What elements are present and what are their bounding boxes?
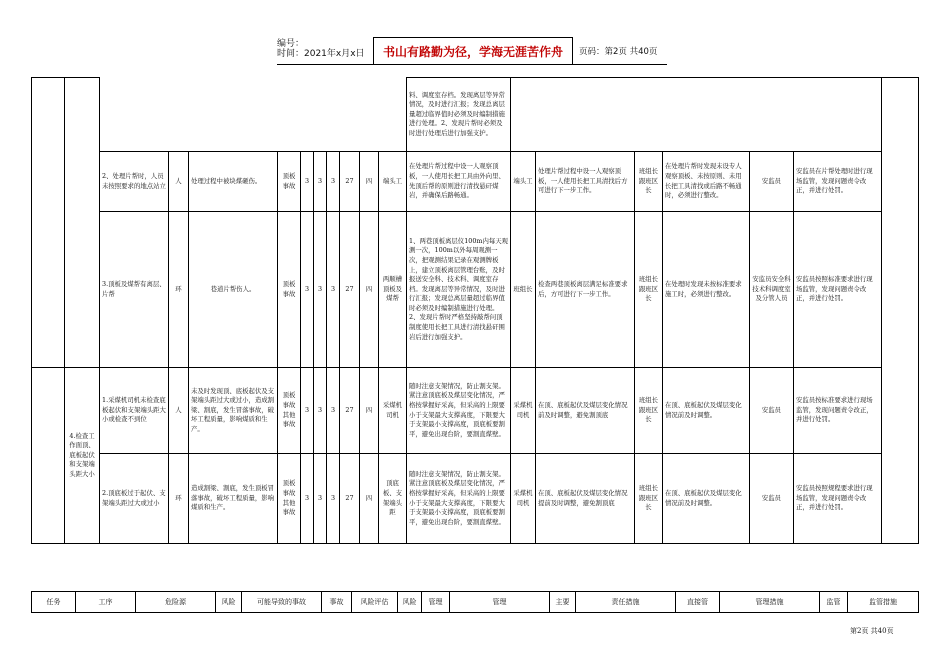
cell-task-blank [32, 78, 65, 368]
cell-blank [511, 78, 882, 152]
cell-v3: 3 [327, 368, 340, 454]
footer-cell: 监管 [820, 592, 848, 613]
table-row [32, 592, 919, 613]
cell-manage: 检查两巷顶板离层满足标准要求后，方可进行下一步工作。 [536, 212, 635, 368]
header-page: 页码：第2页 共40页 [573, 37, 667, 65]
cell-supervisor: 安监员 [750, 152, 794, 212]
cell-supervisor: 安监员 [750, 454, 794, 544]
cell-measure: 随时注意支架情况，防止割支架。紧注意顶底板及煤层变化情况，严格按掌握好采高，但采高的上限要小于支架最大支撑高度，下限要大于支架最小支撑高度，顶底板要割平，避免出现台阶，要割直煤壁。 [407, 454, 511, 544]
table-row [32, 212, 919, 368]
footer-cell: 责任措施 [576, 592, 676, 613]
cell-consequence: 未及时发现顶、底板起伏及支架端头距过大或过小，造成割梁、割底，发生冒落事故，破坏工程质量，影响煤质和生产。 [189, 368, 278, 454]
cell-super-action: 安监员按照规程要求进行现场监管，发现问题责令改正，并进行处罚。 [794, 454, 882, 544]
cell-score: 27 [340, 454, 360, 544]
cell-direct: 班组长跟班区长 [635, 152, 663, 212]
footer-cell: 任务 [32, 592, 76, 613]
cell-measure: 在处理片帮过程中设一人观察顶板，一人使用长把工具由外向里、先顶后帮的原则进行清找悬矸煤岩，并确保后路畅通。 [407, 152, 511, 212]
cell-hazard: 1.采煤机司机未检查底板起伏和支架端头距大小或检查不到位 [100, 368, 169, 454]
cell-right-blank [882, 78, 919, 544]
footer-header-row [31, 591, 919, 613]
cell-consequence: 巷道片帮伤人。 [189, 212, 278, 368]
cell-consequence: 处理过程中被块煤砸伤。 [189, 152, 278, 212]
cell-direct: 班组长跟班区长 [635, 454, 663, 544]
cell-object: 两顺槽顶板及煤帮 [379, 212, 407, 368]
cell-blank [100, 78, 407, 152]
footer-cell: 风险 [398, 592, 422, 613]
footer-cell: 可能导致的事故 [242, 592, 322, 613]
cell-accident: 顶板事故 [278, 212, 301, 368]
page-number: 第2页 共40页 [850, 627, 894, 635]
cell-super-action: 安监员按照标准要求进行现场监管，发现问题责令改正，并进行处罚。 [794, 212, 882, 368]
cell-object: 采煤机司机 [379, 368, 407, 454]
cell-v2: 3 [314, 212, 327, 368]
cell-level: 四 [360, 152, 379, 212]
cell-level: 四 [360, 368, 379, 454]
cell-accident: 顶板事故其他事故 [278, 454, 301, 544]
footer-cell: 主要 [550, 592, 576, 613]
cell-super-action: 安监员在片帮处理时进行现场监管，发现问题责令改正，并进行处罚。 [794, 152, 882, 212]
cell-owner: 采煤机司机 [511, 454, 536, 544]
cell-score: 27 [340, 212, 360, 368]
cell-v1: 3 [301, 152, 314, 212]
cell-manage: 在顶、底板起伏及煤层变化情况提前及时调整，避免割顶底 [536, 454, 635, 544]
footer-cell: 管理 [422, 592, 450, 613]
header-code: 编号： [277, 39, 305, 49]
cell-consequence: 造成割梁、割底，发生顶板冒落事故，破坏工程质量，影响煤质和生产。 [189, 454, 278, 544]
cell-supervisor: 安监员 [750, 368, 794, 454]
footer-cell: 风险 [216, 592, 242, 613]
cell-v3: 3 [327, 212, 340, 368]
cell-hazard: 2.顶底板过于起伏、支架端头距过大或过小 [100, 454, 169, 544]
table-row [32, 152, 919, 212]
cell-owner: 采煤机司机 [511, 368, 536, 454]
cell-v3: 3 [327, 152, 340, 212]
cell-level: 四 [360, 454, 379, 544]
cell-object: 顶底板、支架端头距 [379, 454, 407, 544]
cell-v2: 3 [314, 454, 327, 544]
footer-cell: 直接管 [676, 592, 720, 613]
cell-manage: 在顶、底板起伏及煤层变化情况前及时调整，避免割顶底 [536, 368, 635, 454]
header-date: 时间：2021年x月x日 [277, 49, 365, 59]
cell-measure: 1、两巷顶板离层仪100m内每天观测一次，100m以外每周观测一次，把观测结果记录在观测牌板上，建立顶板离层管理台账，及时报送安全科、技术科、调度室存档。发现离层等异常情况，及时进行汇报；发现总离层量超过临界值时必须及时编制措施进行处理。2、发现片帮时严格坚持敲帮问顶制度使用长把工具进行清找悬矸围岩后进行加强支护。 [407, 212, 511, 368]
cell-level: 四 [360, 212, 379, 368]
table-row [32, 368, 919, 454]
cell-accident: 顶板事故其他事故 [278, 368, 301, 454]
header-slogan: 书山有路勤为径，学海无涯苦作舟 [373, 37, 573, 65]
cell-direct: 班组长跟班区长 [635, 368, 663, 454]
cell-score: 27 [340, 152, 360, 212]
footer-cell: 管理措施 [720, 592, 820, 613]
footer-cell: 事故 [322, 592, 352, 613]
cell-owner: 班组长 [511, 212, 536, 368]
cell-risk: 环 [169, 212, 189, 368]
table-row [32, 454, 919, 544]
cell-task: 4.检查工作面顶、底板起伏和支架端头距大小 [65, 368, 100, 544]
footer-cell: 风险评估 [352, 592, 398, 613]
header-meta [277, 37, 373, 65]
cell-hazard: 3.顶板及煤帮有离层、片帮 [100, 212, 169, 368]
cell-super-action: 安监员按标准要求进行现场监管，发现问题责令改正，并进行处罚。 [794, 368, 882, 454]
cell-object: 端头工 [379, 152, 407, 212]
cell-risk: 环 [169, 454, 189, 544]
cell-supervisor: 安监员安全科技术科调度室及分管人员 [750, 212, 794, 368]
footer-cell: 危险源 [136, 592, 216, 613]
cell-v2: 3 [314, 152, 327, 212]
footer-cell: 监管措施 [848, 592, 919, 613]
footer-cell: 工序 [76, 592, 136, 613]
cell-score: 27 [340, 368, 360, 454]
cell-v2: 3 [314, 368, 327, 454]
risk-table [31, 77, 919, 544]
cell-owner: 端头工 [511, 152, 536, 212]
cell-v3: 3 [327, 454, 340, 544]
cell-risk: 人 [169, 152, 189, 212]
cell-risk: 人 [169, 368, 189, 454]
cell-super-measure: 在顶、底板起伏及煤层变化情况前及时调整。 [663, 454, 750, 544]
cell-v1: 3 [301, 454, 314, 544]
cell-hazard: 2、处理片帮时，人员未按照要求的地点站立 [100, 152, 169, 212]
cell-measure: 随时注意支架情况，防止割支架。紧注意顶底板及煤层变化情况，严格按掌握好采高，但采高的上限要小于支架最大支撑高度，下限要大于支架最小支撑高度，顶底板要割平，避免出现台阶，要割直煤壁。 [407, 368, 511, 454]
page-header [277, 37, 667, 65]
cell-v1: 3 [301, 368, 314, 454]
cell-step-blank [65, 78, 100, 368]
cell-measure-cont: 料、调度室存档。发现离层等异常情况，及时进行汇报；发现总离层量超过临界值时必须及时编制措施进行处理。2、发现片帮时必须及时进行处理后进行加强支护。 [407, 78, 511, 152]
cell-v1: 3 [301, 212, 314, 368]
cell-super-measure: 在处理片帮时发现未设专人观察顶板、未按原则、未用长把工具清找或后路不畅通时，必须进行整改。 [663, 152, 750, 212]
cell-manage: 处理片帮过程中设一人观察顶板，一人使用长把工具清找后方可进行下一步工作。 [536, 152, 635, 212]
cell-accident: 顶板事故 [278, 152, 301, 212]
table-row [32, 78, 919, 152]
cell-task-blank [32, 368, 65, 544]
cell-super-measure: 在处理时发现未按标准要求施工时，必须进行整改。 [663, 212, 750, 368]
footer-cell: 管理 [450, 592, 550, 613]
cell-super-measure: 在顶、底板起伏及煤层变化情况前及时调整。 [663, 368, 750, 454]
cell-direct: 班组长跟班区长 [635, 212, 663, 368]
